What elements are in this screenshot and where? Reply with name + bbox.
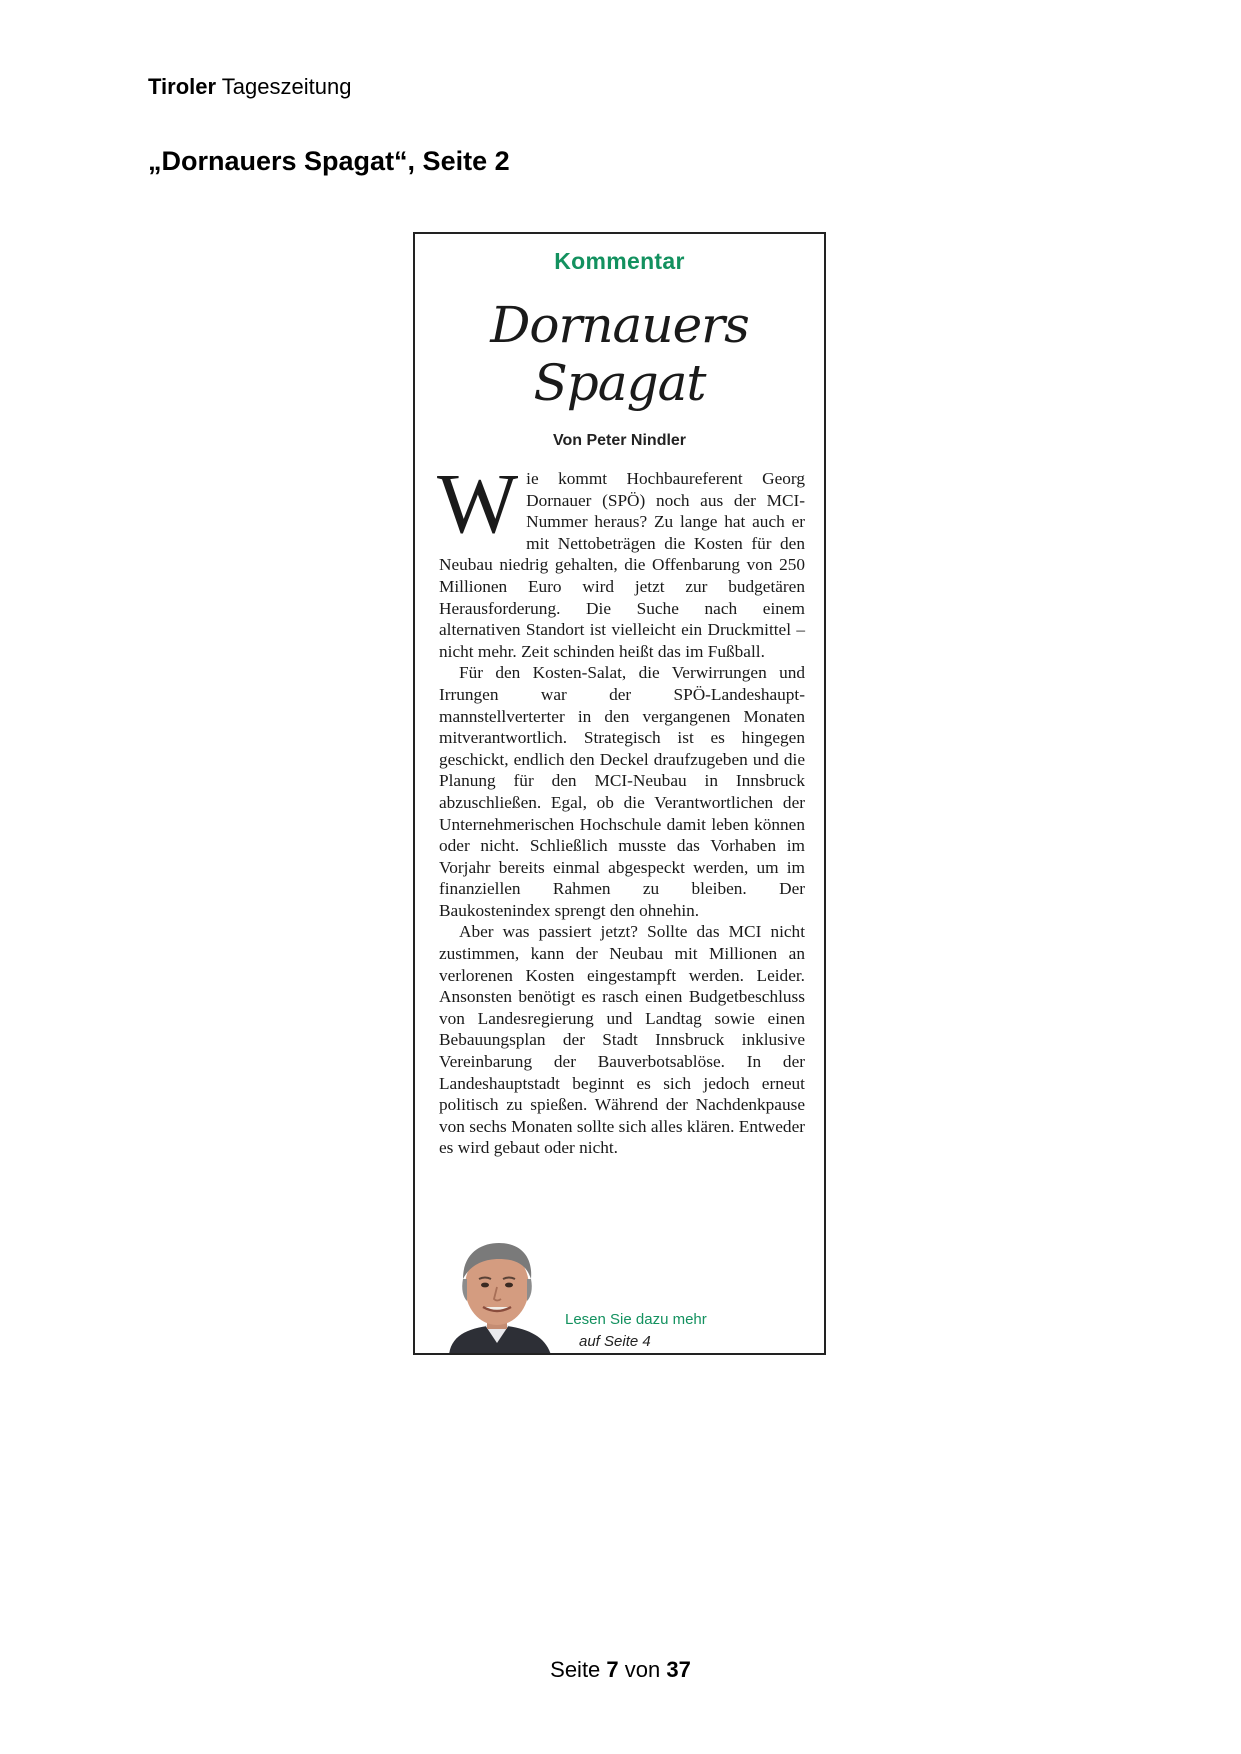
- page-number-footer: [0, 1657, 1241, 1683]
- see-also-page: auf Seite 4: [579, 1333, 651, 1350]
- footer-total-pages: 37: [666, 1657, 691, 1682]
- headline-line-1: Dornauers: [490, 296, 749, 354]
- paragraph-2: Für den Kosten-Salat, die Verwirrungen und Irrungen war der SPÖ-Landeshauptmannstellverterter in den vergangenen Monaten mitverantwortlich. Strategisch ist es hingegen geschickt, endlich den Deckel draufzugeben und die Planung für den MCI-Neubau in Innsbruck abzuschließen. Egal, ob die Verantwortlichen der Unternehmerischen Hochschule damit leben können oder nicht. Schließlich musste das Vorhaben im Vorjahr bereits einmal abgespeckt werden, um im finanziellen Rahmen zu bleiben. Der Baukostenindex sprengt den ohnehin.: [439, 663, 805, 920]
- paragraph-1: ie kommt Hochbaureferent Georg Dornauer (SPÖ) noch aus der MCI-Nummer heraus? Zu lange hat auch er mit Nettobeträgen die Kosten für den Neubau niedrig gehalten, die Offenbarung von 250 Millionen Euro wird jetzt zur budgetären Herausforderung. Die Suche nach einem alternativen Standort ist vielleicht ein Druckmittel – nicht mehr. Zeit schinden heißt das im Fußball.: [439, 469, 805, 661]
- see-also-label: Lesen Sie dazu mehr: [565, 1311, 707, 1328]
- kicker-label: Kommentar: [554, 248, 685, 274]
- publication-name-regular: Tageszeitung: [216, 74, 352, 99]
- dropcap: W: [437, 455, 519, 551]
- headline-line-2: Spagat: [533, 354, 706, 412]
- article-body: [437, 455, 805, 1159]
- author-portrait-photo: [441, 1239, 555, 1355]
- footer-middle: von: [618, 1657, 667, 1682]
- byline: Von Peter Nindler: [552, 432, 687, 449]
- publication-name-bold: Tiroler: [148, 74, 217, 99]
- paragraph-3: [439, 921, 805, 1159]
- paragraph-3-text: Aber was passiert jetzt? Sollte das MCI nicht zustimmen, kann der Neubau mit Millionen an verlorenen Kosten eingestampft werden. Leider. Ansonsten benötigt es rasch einen Budgetbeschluss von Landesregierung und Landtag sowie einen Bebauungsplan der Stadt Innsbruck inklusive Vereinbarung der Bauverbotsablöse. In der Landeshauptstadt beginnt es sich jedoch erneut politisch zu spießen. Während der Nachdenkpause von sechs Monaten sollte sich alles klären. Entweder es wird gebaut oder nicht.: [439, 922, 805, 1158]
- publication-name: [148, 73, 351, 101]
- newspaper-clipping: [413, 232, 826, 1355]
- clipping-headline: [415, 296, 824, 412]
- footer-prefix: Seite: [550, 1657, 607, 1682]
- footer-current-page: 7: [606, 1657, 619, 1682]
- article-reference-heading: „Dornauers Spagat“, Seite 2: [148, 146, 510, 176]
